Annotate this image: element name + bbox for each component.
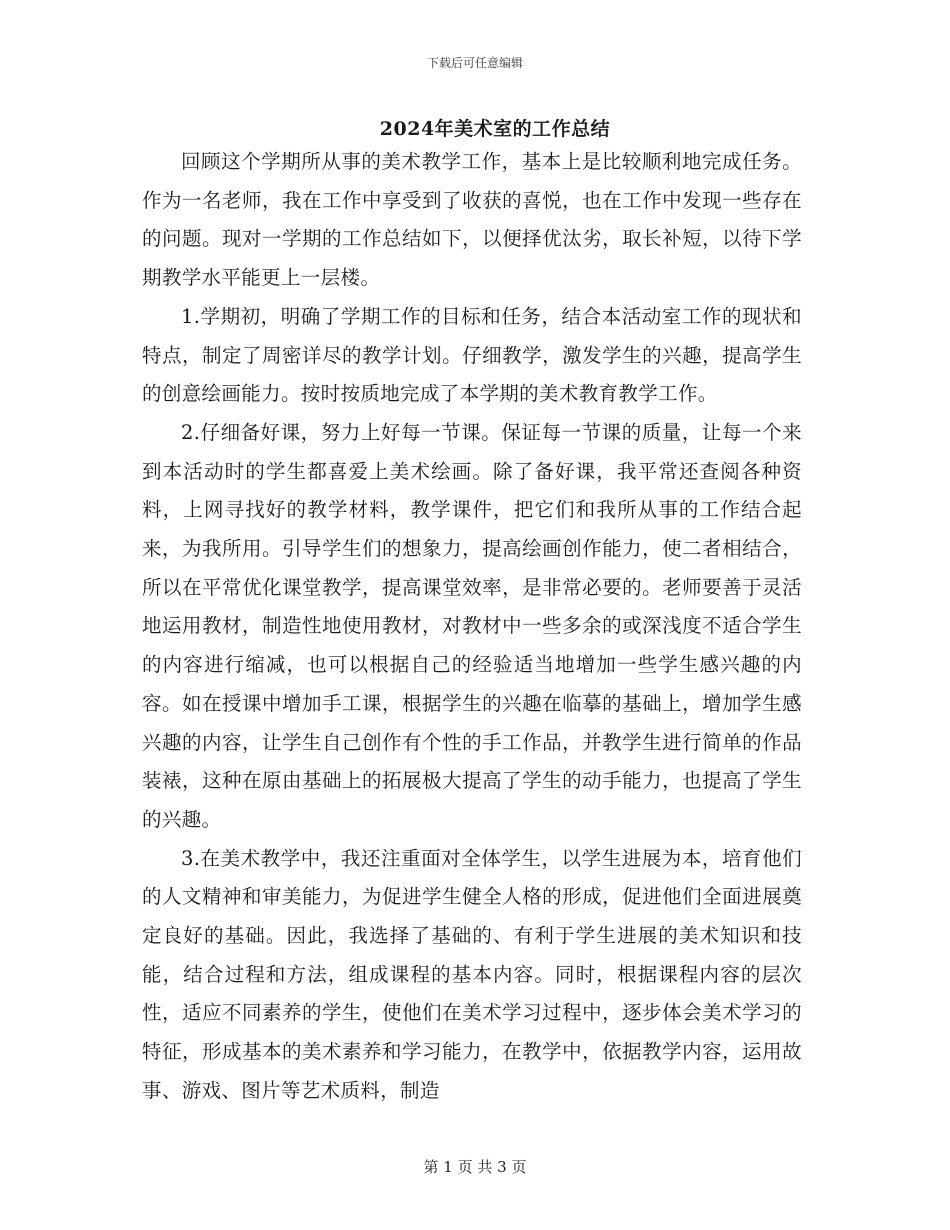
document-title: 2024年美术室的工作总结 (379, 118, 611, 140)
page-number-footer: 第 1 页 共 3 页 (423, 1158, 527, 1176)
paragraph-intro: 回顾这个学期所从事的美术教学工作，基本上是比较顺利地完成任务。作为一名老师，我在工作中享受到了收获的喜悦，也在工作中发现一些存在的问题。现对一学期的工作总结如下，以便择优汰劣，取长补短，以待下学期教学水平能更上一层楼。 (142, 150, 802, 290)
paragraph-item-2: 2.仔细备好课，努力上好每一节课。保证每一节课的质量，让每一个来到本活动时的学生都喜爱上美术绘画。除了备好课，我平常还查阅各种资料，上网寻找好的教学材料，教学课件，把它们和我所从事的工作结合起来，为我所用。引导学生们的想象力，提高绘画创作能力，使二者相结合，所以在平常优化课堂教学，提高课堂效率，是非常必要的。老师要善于灵活地运用教材，制造性地使用教材，对教材中一些多余的或深浅度不适合学生的内容进行缩减，也可以根据自己的经验适当地增加一些学生感兴趣的内容。如在授课中增加手工课，根据学生的兴趣在临摹的基础上，增加学生感兴趣的内容，让学生自己创作有个性的手工作品，并教学生进行简单的作品装裱，这种在原由基础上的拓展极大提高了学生的动手能力，也提高了学生的兴趣。 (142, 420, 802, 831)
paragraph-item-1: 1.学期初，明确了学期工作的目标和任务，结合本活动室工作的现状和特点，制定了周密详尽的教学计划。仔细教学，激发学生的兴趣，提高学生的创意绘画能力。按时按质地完成了本学期的美术教育教学工作。 (142, 304, 802, 406)
paragraph-item-3: 3.在美术教学中，我还注重面对全体学生，以学生进展为本，培育他们的人文精神和审美能力，为促进学生健全人格的形成，促进他们全面进展奠定良好的基础。因此，我选择了基础的、有利于学生进展的美术知识和技能，结合过程和方法，组成课程的基本内容。同时，根据课程内容的层次性，适应不同素养的学生，使他们在美术学习过程中，逐步体会美术学习的特征，形成基本的美术素养和学习能力，在教学中，依据教学内容，运用故事、游戏、图片等艺术质料，制造 (142, 846, 802, 1102)
document-body (142, 143, 802, 1111)
header-note: 下载后可任意编辑 (426, 56, 523, 70)
